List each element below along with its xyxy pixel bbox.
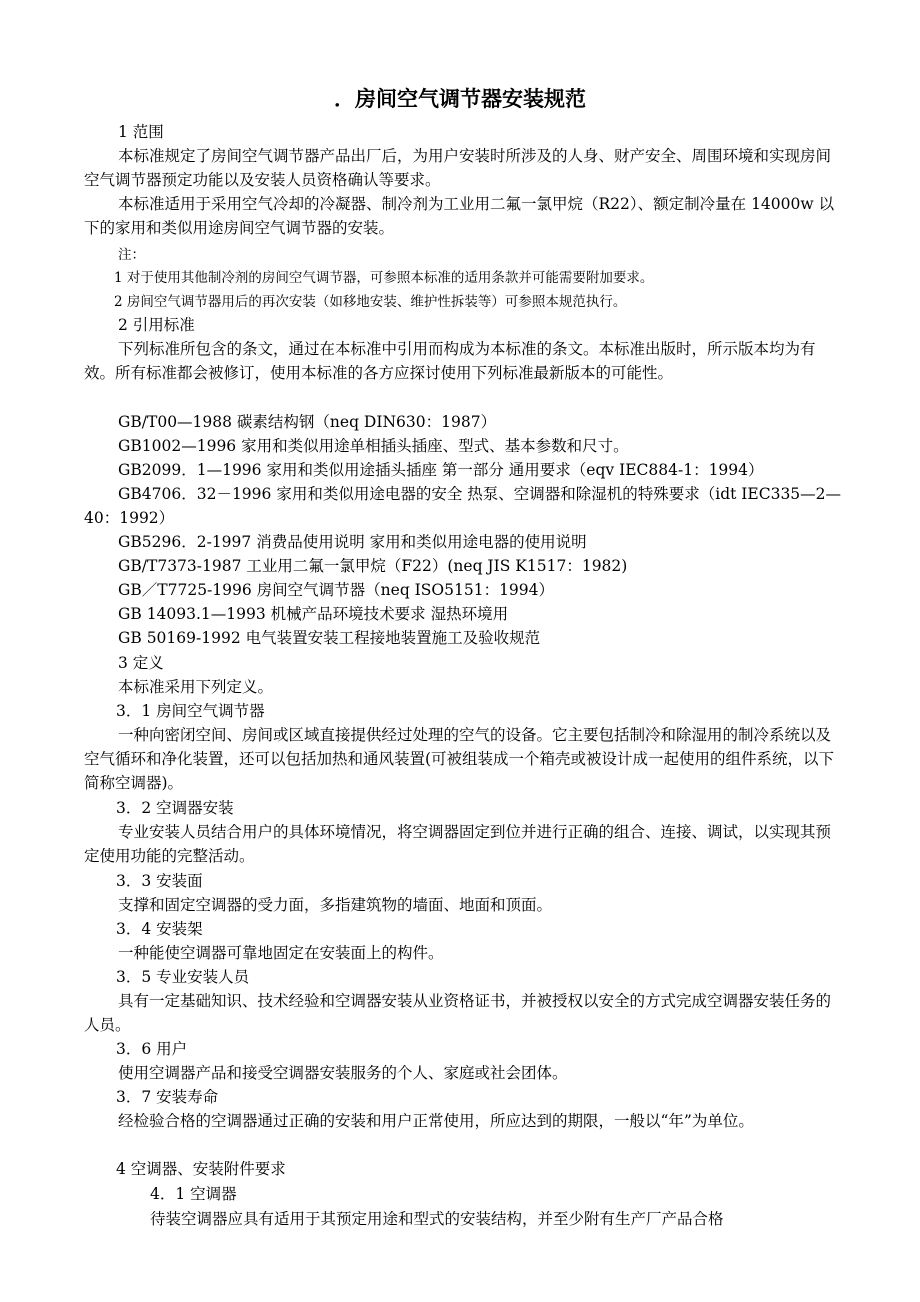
definition-3-7-heading: 3．7 安装寿命 bbox=[116, 1088, 219, 1106]
document-title: ．房间空气调节器安装规范 bbox=[334, 87, 586, 111]
reference-item-8: GB 14093.1—1993 机械产品环境技术要求 湿热环境用 bbox=[118, 605, 509, 623]
section-2-heading: 2 引用标准 bbox=[118, 316, 195, 334]
note-item-1: 1 对于使用其他制冷剂的房间空气调节器，可参照本标准的适用条款并可能需要附加要求。 bbox=[114, 270, 654, 286]
definition-3-6-text: 使用空调器产品和接受空调器安装服务的个人、家庭或社会团体。 bbox=[118, 1064, 568, 1082]
section-4-1-text: 待装空调器应具有适用于其预定用途和型式的安装结构，并至少附有生产厂产品合格 bbox=[150, 1210, 724, 1228]
definition-3-7-text: 经检验合格的空调器通过正确的安装和用户正常使用，所应达到的期限，一般以“年”为单位。 bbox=[118, 1112, 754, 1130]
section-1-heading: 1 范围 bbox=[118, 123, 164, 141]
reference-item-6: GB/T7373-1987 工业用二氟一氯甲烷（F22）(neq JIS K1517：1982) bbox=[118, 557, 628, 575]
definition-3-2-heading: 3．2 空调器安装 bbox=[116, 799, 234, 817]
note-item-2: 2 房间空气调节器用后的再次安装（如移地安装、维护性拆装等）可参照本规范执行。 bbox=[114, 294, 627, 310]
definition-3-4-text: 一种能使空调器可靠地固定在安装面上的构件。 bbox=[118, 944, 444, 962]
definition-3-2-text: 专业安装人员结合用户的具体环境情况，将空调器固定到位并进行正确的组合、连接、调试，以实现其预定使用功能的完整活动。 bbox=[84, 823, 832, 865]
section-1-paragraph-1: 本标准规定了房间空气调节器产品出厂后，为用户安装时所涉及的人身、财产安全、周围环境和实现房间空气调节器预定功能以及安装人员资格确认等要求。 bbox=[84, 147, 832, 189]
section-2-paragraph: 下列标准所包含的条文，通过在本标准中引用而构成为本标准的条文。本标准出版时，所示版本均为有效。所有标准都会被修订，使用本标准的各方应探讨使用下列标准最新版本的可能性。 bbox=[84, 340, 816, 382]
reference-item-2: GB1002—1996 家用和类似用途单相插头插座、型式、基本参数和尺寸。 bbox=[118, 437, 629, 455]
definition-3-5-text: 具有一定基础知识、技术经验和空调器安装从业资格证书，并被授权以安全的方式完成空调器安装任务的人员。 bbox=[84, 992, 832, 1034]
reference-item-1: GB/T00—1988 碳素结构钢（neq DIN630：1987） bbox=[118, 413, 497, 431]
section-3-intro: 本标准采用下列定义。 bbox=[118, 678, 274, 696]
section-3-heading: 3 定义 bbox=[118, 654, 164, 672]
definition-3-1-text: 一种向密闭空间、房间或区域直接提供经过处理的空气的设备。它主要包括制冷和除湿用的制冷系统以及空气循环和净化装置，还可以包括加热和通风装置(可被组装成一个箱壳或被设计成一起使用的组件系统，以下简称空调器)。 bbox=[84, 726, 835, 792]
section-4-heading: 4 空调器、安装附件要求 bbox=[116, 1160, 286, 1178]
definition-3-4-heading: 3．4 安装架 bbox=[116, 920, 203, 938]
section-4-1-heading: 4．1 空调器 bbox=[150, 1185, 237, 1203]
reference-item-4: GB4706．32－1996 家用和类似用途电器的安全 热泵、空调器和除湿机的特殊要求（idt IEC335—2—40：1992） bbox=[84, 485, 842, 527]
reference-item-3: GB2099．1—1996 家用和类似用途插头插座 第一部分 通用要求（eqv IEC884-1：1994） bbox=[118, 461, 764, 479]
definition-3-6-heading: 3．6 用户 bbox=[116, 1040, 188, 1058]
definition-3-3-heading: 3．3 安装面 bbox=[116, 872, 203, 890]
reference-item-7: GB／T7725-1996 房间空气调节器（neq ISO5151：1994） bbox=[118, 581, 555, 599]
reference-item-5: GB5296．2-1997 消费品使用说明 家用和类似用途电器的使用说明 bbox=[118, 533, 587, 551]
section-1-paragraph-2: 本标准适用于采用空气冷却的冷凝器、制冷剂为工业用二氟一氯甲烷（R22）、额定制冷量在 14000w 以下的家用和类似用途房间空气调节器的安装。 bbox=[84, 195, 835, 237]
definition-3-3-text: 支撑和固定空调器的受力面，多指建筑物的墙面、地面和顶面。 bbox=[118, 896, 553, 914]
reference-item-9: GB 50169-1992 电气装置安装工程接地装置施工及验收规范 bbox=[118, 629, 541, 647]
definition-3-1-heading: 3．1 房间空气调节器 bbox=[116, 702, 265, 720]
definition-3-5-heading: 3．5 专业安装人员 bbox=[116, 968, 250, 986]
note-label: 注： bbox=[118, 247, 145, 263]
